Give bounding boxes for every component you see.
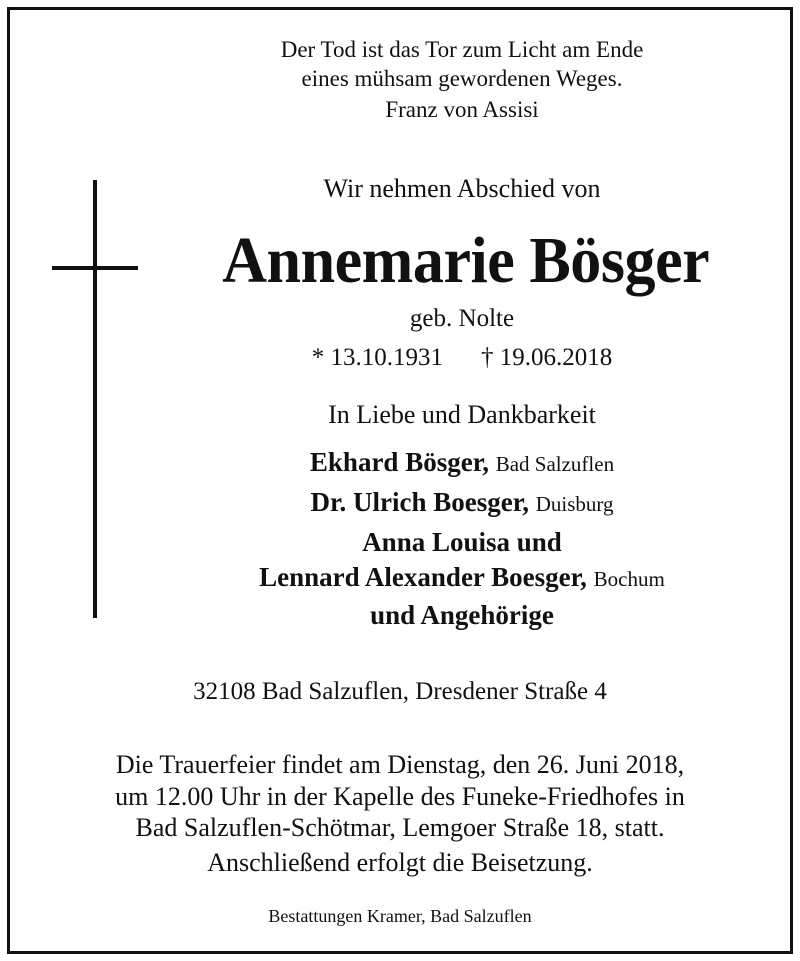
quote-author: Franz von Assisi [385, 97, 539, 122]
funeral-home: Bestattungen Kramer, Bad Salzuflen [268, 906, 532, 926]
mourner-3-name: Lennard Alexander Boesger, [259, 562, 587, 592]
mourner-3-line-1: Anna Louisa und [362, 527, 562, 557]
deceased-name: Annemarie Bösger [222, 224, 710, 297]
mourner-2 [62, 487, 800, 518]
mourner-2-name: Dr. Ulrich Boesger, [310, 487, 529, 517]
mourner-1-place: Bad Salzuflen [495, 452, 615, 476]
birth-date: * 13.10.1931 [311, 344, 443, 371]
intro-text: Wir nehmen Abschied von [323, 174, 601, 203]
service-line-1: Die Trauerfeier findet am Dienstag, den 26. Juni 2018, [115, 750, 685, 779]
address: 32108 Bad Salzuflen, Dresdener Straße 4 [193, 678, 607, 705]
death-date: † 19.06.2018 [481, 344, 613, 371]
mourner-3-place: Bochum [593, 567, 665, 591]
service-line-2: um 12.00 Uhr in der Kapelle des Funeke-Friedhofes in [115, 782, 685, 811]
maiden-name: geb. Nolte [409, 305, 515, 332]
service-line-3: Bad Salzuflen-Schötmar, Lemgoer Straße 18, statt. [135, 813, 665, 842]
quote-line-2: eines mühsam gewordenen Weges. [301, 66, 623, 91]
mourner-2-place: Duisburg [535, 492, 614, 516]
dedication: In Liebe und Dankbarkeit [328, 400, 596, 429]
mourner-1 [62, 447, 800, 478]
mourners-closing: und Angehörige [370, 600, 554, 630]
mourner-1-name: Ekhard Bösger, [309, 447, 489, 477]
service-line-4: Anschließend erfolgt die Beisetzung. [207, 848, 593, 877]
life-dates [62, 344, 800, 372]
mourner-3-line-2 [62, 562, 800, 593]
quote-line-1: Der Tod ist das Tor zum Licht am Ende [280, 37, 644, 62]
